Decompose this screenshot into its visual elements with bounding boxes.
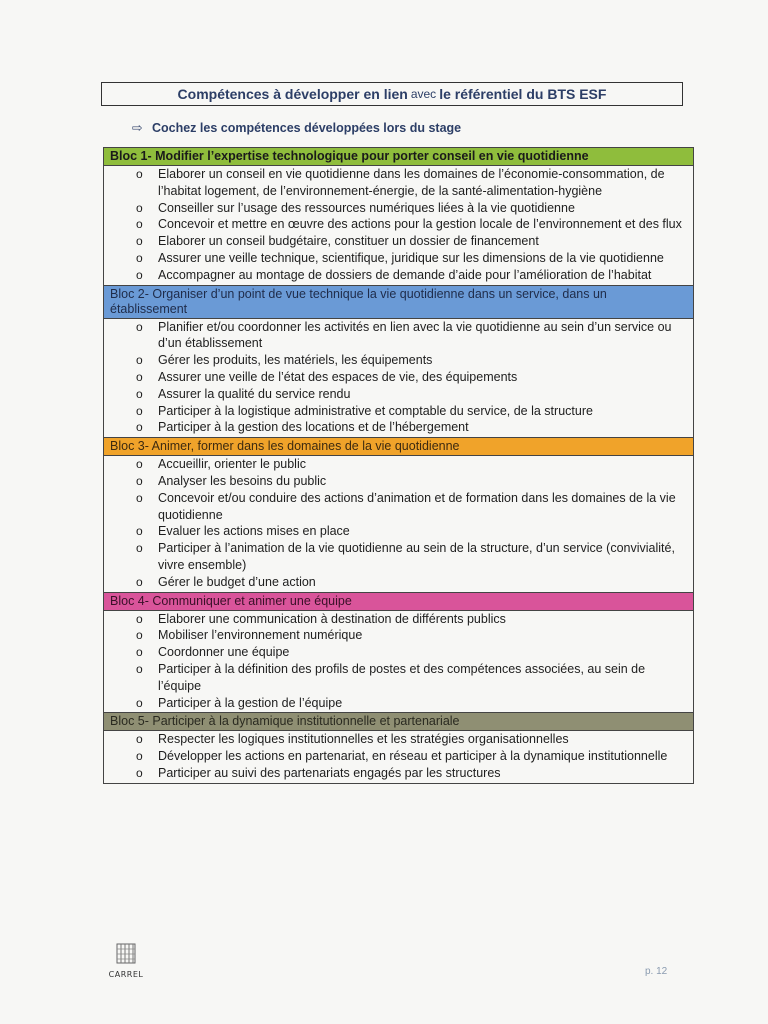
list-item (104, 627, 693, 644)
bloc-header-2: Bloc 2- Organiser d’un point de vue technique la vie quotidienne dans un service, dans un établissement (104, 285, 693, 319)
list-item (104, 403, 693, 420)
list-item (104, 540, 693, 574)
competence-text: Participer au suivi des partenariats engagés par les structures (158, 765, 501, 780)
checkbox-circle-icon[interactable]: o (136, 732, 143, 747)
competence-text: Elaborer un conseil en vie quotidienne dans les domaines de l’économie-consommation, de l’habitat logement, de l’environnement-énergie, de la santé-alimentation-hygiène (158, 167, 665, 198)
checkbox-circle-icon[interactable]: o (136, 200, 143, 215)
list-item (104, 731, 693, 748)
list-item (104, 574, 693, 591)
bloc-header-5: Bloc 5- Participer à la dynamique institutionnelle et partenariale (104, 712, 693, 731)
competence-text: Elaborer une communication à destination de différents publics (158, 611, 506, 626)
checkbox-circle-icon[interactable]: o (136, 369, 143, 384)
checkbox-circle-icon[interactable]: o (136, 386, 143, 401)
bloc-header-3: Bloc 3- Animer, former dans les domaines de la vie quotidienne (104, 437, 693, 456)
building-icon (114, 940, 138, 964)
list-item (104, 523, 693, 540)
checkbox-circle-icon[interactable]: o (136, 695, 143, 710)
competence-text: Planifier et/ou coordonner les activités en lien avec la vie quotidienne au sein d’un service ou d’un établissement (158, 319, 672, 351)
list-item (104, 352, 693, 369)
list-item (104, 490, 693, 524)
list-item (104, 369, 693, 386)
list-item (104, 419, 693, 436)
competence-text: Elaborer un conseil budgétaire, constituer un dossier de financement (158, 234, 539, 249)
competence-text: Evaluer les actions mises en place (158, 524, 350, 539)
title-part-2: avec (410, 87, 437, 101)
competence-text: Participer à la logistique administrative et comptable du service, de la structure (158, 403, 593, 418)
bloc-5-list (104, 731, 693, 782)
bloc-3-list (104, 456, 693, 591)
checkbox-circle-icon[interactable]: o (136, 765, 143, 780)
competence-text: Assurer la qualité du service rendu (158, 386, 351, 401)
list-item (104, 748, 693, 765)
checkbox-circle-icon[interactable]: o (136, 490, 143, 505)
competence-text: Analyser les besoins du public (158, 473, 327, 488)
checkbox-circle-icon[interactable]: o (136, 524, 143, 539)
list-item (104, 319, 693, 353)
list-item (104, 233, 693, 250)
checkbox-circle-icon[interactable]: o (136, 319, 143, 334)
competence-text: Développer les actions en partenariat, en réseau et participer à la dynamique institutionnelle (158, 749, 668, 764)
bloc-1-list (104, 166, 693, 285)
list-item (104, 611, 693, 628)
page-number: p. 12 (645, 966, 668, 977)
checkbox-circle-icon[interactable]: o (136, 167, 143, 181)
competence-text: Gérer les produits, les matériels, les équipements (158, 353, 433, 368)
list-item (104, 661, 693, 695)
list-item (104, 644, 693, 661)
competence-text: Participer à la définition des profils de postes et des compétences associées, au sein de l’équipe (158, 661, 646, 693)
competence-text: Participer à l’animation de la vie quotidienne au sein de la structure, d’un service (convivialité, vivre ensemble) (158, 541, 675, 572)
competence-text: Concevoir et/ou conduire des actions d’animation et de formation dans les domaines de la vie quotidienne (158, 490, 676, 522)
title-part-3: le référentiel du BTS ESF (439, 86, 607, 102)
competence-text: Participer à la gestion de l’équipe (158, 695, 343, 710)
competence-text: Respecter les logiques institutionnelles et les stratégies organisationnelles (158, 732, 569, 747)
checkbox-circle-icon[interactable]: o (136, 628, 143, 643)
competence-text: Participer à la gestion des locations et de l’hébergement (158, 420, 469, 435)
checkbox-circle-icon[interactable]: o (136, 403, 143, 418)
checkbox-circle-icon[interactable]: o (136, 267, 143, 282)
list-item (104, 386, 693, 403)
list-item (104, 166, 693, 200)
list-item (104, 765, 693, 782)
checkbox-circle-icon[interactable]: o (136, 217, 143, 232)
bloc-4-list (104, 611, 693, 713)
title-part-1: Compétences à développer en lien (177, 86, 408, 102)
page-title (101, 82, 683, 106)
competence-text: Concevoir et mettre en œuvre des actions pour la gestion locale de l’environnement et des flux (158, 217, 682, 232)
carrel-logo (104, 940, 148, 979)
instruction (132, 120, 461, 135)
competence-text: Coordonner une équipe (158, 645, 290, 660)
competence-text: Assurer une veille de l’état des espaces de vie, des équipements (158, 369, 518, 384)
list-item (104, 473, 693, 490)
checkbox-circle-icon[interactable]: o (136, 234, 143, 249)
competence-text: Assurer une veille technique, scientifique, juridique sur les dimensions de la vie quotidienne (158, 250, 664, 265)
checkbox-circle-icon[interactable]: o (136, 541, 143, 556)
competence-text: Accueillir, orienter le public (158, 457, 306, 472)
arrow-right-icon: ⇨ (132, 121, 143, 135)
checkbox-circle-icon[interactable]: o (136, 645, 143, 660)
list-item (104, 216, 693, 233)
competence-text: Mobiliser l’environnement numérique (158, 628, 363, 643)
bloc-header-4: Bloc 4- Communiquer et animer une équipe (104, 592, 693, 611)
competences-table (103, 147, 694, 784)
list-item (104, 267, 693, 284)
competence-text: Accompagner au montage de dossiers de demande d’aide pour l’amélioration de l’habitat (158, 267, 652, 282)
checkbox-circle-icon[interactable]: o (136, 611, 143, 626)
checkbox-circle-icon[interactable]: o (136, 353, 143, 368)
checkbox-circle-icon[interactable]: o (136, 661, 143, 676)
checkbox-circle-icon[interactable]: o (136, 473, 143, 488)
bloc-2-list (104, 319, 693, 438)
competence-text: Gérer le budget d’une action (158, 574, 316, 589)
list-item (104, 250, 693, 267)
list-item (104, 200, 693, 217)
list-item (104, 456, 693, 473)
competence-text: Conseiller sur l’usage des ressources numériques liées à la vie quotidienne (158, 200, 575, 215)
checkbox-circle-icon[interactable]: o (136, 457, 143, 472)
checkbox-circle-icon[interactable]: o (136, 574, 143, 589)
bloc-header-1: Bloc 1- Modifier l’expertise technologique pour porter conseil en vie quotidienne (104, 148, 693, 166)
checkbox-circle-icon[interactable]: o (136, 749, 143, 764)
checkbox-circle-icon[interactable]: o (136, 420, 143, 435)
logo-text: CARREL (108, 970, 144, 979)
instruction-text: Cochez les compétences développées lors du stage (151, 121, 462, 135)
checkbox-circle-icon[interactable]: o (136, 250, 143, 265)
list-item (104, 695, 693, 712)
